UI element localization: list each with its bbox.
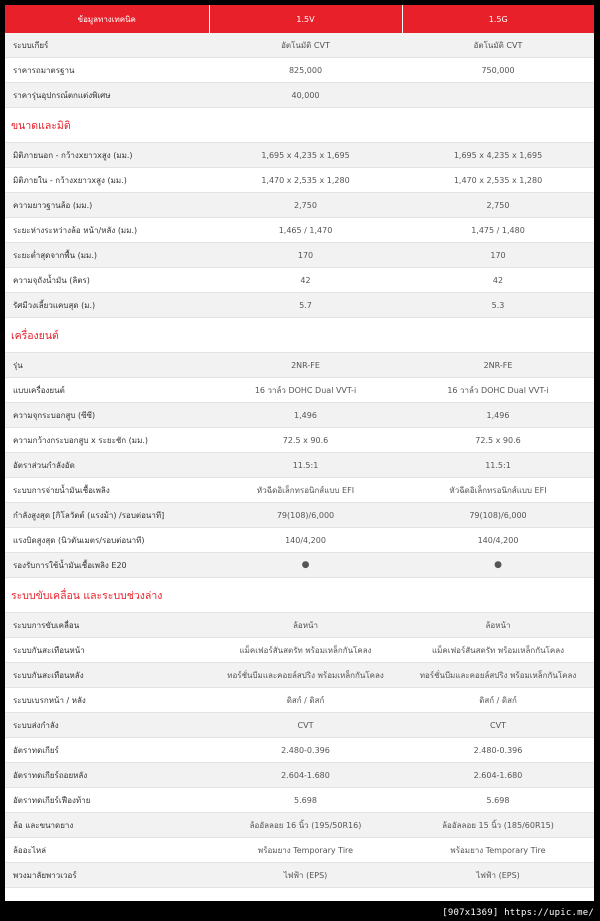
spec-label: ความกว้างกระบอกสูบ x ระยะชัก (มม.) xyxy=(5,428,209,453)
model-a-value: 72.5 x 90.6 xyxy=(209,428,402,453)
spec-label: ราคารถมาตรฐาน xyxy=(5,58,209,83)
table-row xyxy=(5,863,594,888)
model-a-value: 140/4,200 xyxy=(209,528,402,553)
spec-label: มิติภายใน - กว้างxยาวxสูง (มม.) xyxy=(5,168,209,193)
model-b-value: ทอร์ชั่นบีมและคอยล์สปริง พร้อมเหล็กกันโคลง xyxy=(402,663,594,688)
table-row xyxy=(5,713,594,738)
table-row xyxy=(5,403,594,428)
table-row xyxy=(5,553,594,578)
model-a-value: CVT xyxy=(209,713,402,738)
spec-label: ระยะห่างระหว่างล้อ หน้า/หลัง (มม.) xyxy=(5,218,209,243)
table-row xyxy=(5,503,594,528)
model-b-value: ดิสก์ / ดิสก์ xyxy=(402,688,594,713)
model-b-value: 140/4,200 xyxy=(402,528,594,553)
model-b-value: 2,750 xyxy=(402,193,594,218)
model-a-value: 79(108)/6,000 xyxy=(209,503,402,528)
model-b-value: หัวฉีดอิเล็กทรอนิกส์แบบ EFI xyxy=(402,478,594,503)
model-b-value: 2NR-FE xyxy=(402,353,594,378)
model-b-value: 1,496 xyxy=(402,403,594,428)
model-a-value: 2.480-0.396 xyxy=(209,738,402,763)
model-a-value: ล้ออัลลอย 16 นิ้ว (195/50R16) xyxy=(209,813,402,838)
model-b-value: ไฟฟ้า (EPS) xyxy=(402,863,594,888)
model-b-value: 42 xyxy=(402,268,594,293)
model-a-value: ไฟฟ้า (EPS) xyxy=(209,863,402,888)
model-b-value: 1,475 / 1,480 xyxy=(402,218,594,243)
model-b-value: ล้ออัลลอย 15 นิ้ว (185/60R15) xyxy=(402,813,594,838)
table-row xyxy=(5,663,594,688)
table-row xyxy=(5,58,594,83)
model-a-value: 5.698 xyxy=(209,788,402,813)
model-a-value: 2NR-FE xyxy=(209,353,402,378)
section-header-row xyxy=(5,108,594,143)
model-b-value: 1,470 x 2,535 x 1,280 xyxy=(402,168,594,193)
model-a-value: 11.5:1 xyxy=(209,453,402,478)
source-watermark: [907x1369] https://upic.me/ xyxy=(442,908,594,918)
spec-label: อัตราส่วนกำลังอัด xyxy=(5,453,209,478)
model-a-value: แม็คเฟอร์สันสตรัท พร้อมเหล็กกันโคลง xyxy=(209,638,402,663)
model-a-value: พร้อมยาง Temporary Tire xyxy=(209,838,402,863)
model-b-value: 16 วาล์ว DOHC Dual VVT-i xyxy=(402,378,594,403)
table-row xyxy=(5,788,594,813)
table-row xyxy=(5,378,594,403)
model-b-value: 11.5:1 xyxy=(402,453,594,478)
model-a-value: 1,470 x 2,535 x 1,280 xyxy=(209,168,402,193)
spec-label: อัตราทดเกียร์เฟืองท้าย xyxy=(5,788,209,813)
table-header-row xyxy=(5,5,594,33)
table-row xyxy=(5,218,594,243)
table-row xyxy=(5,33,594,58)
model-a-value: 2.604-1.680 xyxy=(209,763,402,788)
header-model-a: 1.5V xyxy=(209,5,402,33)
model-a-value: 42 xyxy=(209,268,402,293)
model-b-value: พร้อมยาง Temporary Tire xyxy=(402,838,594,863)
section-title: เครื่องยนต์ xyxy=(5,318,594,353)
spec-label: ระบบเบรกหน้า / หลัง xyxy=(5,688,209,713)
spec-label: อัตราทดเกียร์ xyxy=(5,738,209,763)
model-b-value: 2.604-1.680 xyxy=(402,763,594,788)
table-row xyxy=(5,353,594,378)
model-b-value: 750,000 xyxy=(402,58,594,83)
spec-label: ระบบกันสะเทือนหน้า xyxy=(5,638,209,663)
spec-label: ระบบส่งกำลัง xyxy=(5,713,209,738)
model-b-value: 1,695 x 4,235 x 1,695 xyxy=(402,143,594,168)
model-a-value: ล้อหน้า xyxy=(209,613,402,638)
spec-label: ระยะต่ำสุดจากพื้น (มม.) xyxy=(5,243,209,268)
table-row xyxy=(5,428,594,453)
table-row xyxy=(5,268,594,293)
model-b-value: ล้อหน้า xyxy=(402,613,594,638)
spec-label: รัศมีวงเลี้ยวแคบสุด (ม.) xyxy=(5,293,209,318)
model-a-value: 1,496 xyxy=(209,403,402,428)
section-header-row xyxy=(5,318,594,353)
table-row xyxy=(5,838,594,863)
spec-label: ระบบการขับเคลื่อน xyxy=(5,613,209,638)
model-a-value: 1,465 / 1,470 xyxy=(209,218,402,243)
section-header-row xyxy=(5,578,594,613)
model-a-value: 5.7 xyxy=(209,293,402,318)
model-b-value: 170 xyxy=(402,243,594,268)
spec-label: ความจุถังน้ำมัน (ลิตร) xyxy=(5,268,209,293)
model-b-value: CVT xyxy=(402,713,594,738)
section-title: ระบบขับเคลื่อน และระบบช่วงล่าง xyxy=(5,578,594,613)
table-row xyxy=(5,478,594,503)
table-row xyxy=(5,688,594,713)
spec-label: พวงมาลัยพาวเวอร์ xyxy=(5,863,209,888)
spec-label: รองรับการใช้น้ำมันเชื้อเพลิง E20 xyxy=(5,553,209,578)
model-a-value: 16 วาล์ว DOHC Dual VVT-i xyxy=(209,378,402,403)
table-row xyxy=(5,738,594,763)
spec-table-body xyxy=(5,5,594,888)
table-row xyxy=(5,453,594,478)
header-spec-label: ข้อมูลทางเทคนิค xyxy=(5,5,209,33)
model-a-value: 1,695 x 4,235 x 1,695 xyxy=(209,143,402,168)
table-row xyxy=(5,638,594,663)
model-b-value: แม็คเฟอร์สันสตรัท พร้อมเหล็กกันโคลง xyxy=(402,638,594,663)
table-row xyxy=(5,143,594,168)
model-a-value: 825,000 xyxy=(209,58,402,83)
model-a-value: 2,750 xyxy=(209,193,402,218)
spec-label: ความจุกระบอกสูบ (ซีซี) xyxy=(5,403,209,428)
model-a-value: ดิสก์ / ดิสก์ xyxy=(209,688,402,713)
header-model-b: 1.5G xyxy=(402,5,594,33)
table-row xyxy=(5,528,594,553)
spec-sheet xyxy=(5,5,594,901)
model-b-value: 2.480-0.396 xyxy=(402,738,594,763)
model-a-value: 170 xyxy=(209,243,402,268)
model-a-value: ทอร์ชั่นบีมและคอยล์สปริง พร้อมเหล็กกันโคลง xyxy=(209,663,402,688)
spec-label: มิติภายนอก - กว้างxยาวxสูง (มม.) xyxy=(5,143,209,168)
model-b-value: อัตโนมัติ CVT xyxy=(402,33,594,58)
table-row xyxy=(5,613,594,638)
table-row xyxy=(5,168,594,193)
spec-label: ระบบกันสะเทือนหลัง xyxy=(5,663,209,688)
spec-label: ราคารุ่นอุปกรณ์ตกแต่งพิเศษ xyxy=(5,83,209,108)
spec-label: ระบบการจ่ายน้ำมันเชื้อเพลิง xyxy=(5,478,209,503)
table-row xyxy=(5,763,594,788)
model-b-value: 72.5 x 90.6 xyxy=(402,428,594,453)
spec-label: ความยาวฐานล้อ (มม.) xyxy=(5,193,209,218)
model-b-value xyxy=(402,83,594,108)
spec-table xyxy=(5,5,594,888)
model-a-value: 40,000 xyxy=(209,83,402,108)
spec-label: รุ่น xyxy=(5,353,209,378)
spec-label: กำลังสูงสุด [กิโลวัตต์ (แรงม้า) /รอบต่อนาที] xyxy=(5,503,209,528)
table-row xyxy=(5,83,594,108)
table-row xyxy=(5,293,594,318)
spec-label: ล้อ และขนาดยาง xyxy=(5,813,209,838)
model-a-value: ● xyxy=(209,553,402,578)
spec-label: อัตราทดเกียร์ถอยหลัง xyxy=(5,763,209,788)
section-title: ขนาดและมิติ xyxy=(5,108,594,143)
model-b-value: 5.698 xyxy=(402,788,594,813)
model-b-value: ● xyxy=(402,553,594,578)
table-row xyxy=(5,813,594,838)
model-b-value: 5.3 xyxy=(402,293,594,318)
spec-label: ล้ออะไหล่ xyxy=(5,838,209,863)
model-a-value: อัตโนมัติ CVT xyxy=(209,33,402,58)
model-b-value: 79(108)/6,000 xyxy=(402,503,594,528)
model-a-value: หัวฉีดอิเล็กทรอนิกส์แบบ EFI xyxy=(209,478,402,503)
spec-label: ระบบเกียร์ xyxy=(5,33,209,58)
table-row xyxy=(5,193,594,218)
spec-label: แบบเครื่องยนต์ xyxy=(5,378,209,403)
table-row xyxy=(5,243,594,268)
spec-label: แรงบิดสูงสุด (นิวตันเมตร/รอบต่อนาที) xyxy=(5,528,209,553)
